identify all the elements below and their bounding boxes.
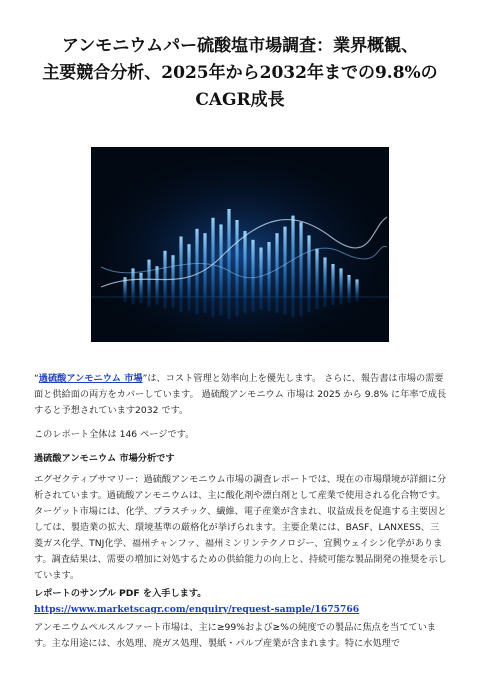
- hero-bar-reflection: [171, 297, 174, 307]
- hero-bar: [315, 249, 318, 297]
- hero-bar-reflection: [203, 297, 206, 313]
- hero-bar-reflection: [163, 297, 166, 309]
- hero-bar-reflection: [131, 297, 134, 304]
- hero-bar-reflection: [227, 297, 230, 319]
- financial-chart-illustration: [91, 147, 389, 342]
- hero-bar-reflection: [219, 297, 222, 315]
- executive-summary: エグゼクティブサマリー：過硫酸アンモニウム市場の調査レポートでは、現在の市場環境が詳細に分析されています。過硫酸アンモニウムは、主に酸化剤や漂白剤として産業で使用される化合物です。ターゲット市場には、化学、プラスチック、繊維、電子産業が含まれ、収益成長を促進する主要因としては、製造業の拡大、環境基準の厳格化が挙げられます。主要企業には、BASF、LANXESS、三菱ガス化学、TNJ化学、福州チャンファ、福州ミンリンテクノロジー、宜興ウェイシン化学があります。調査結果は、需要の増加に対処するための供給能力の向上と、持続可能な製品開発の推奨を示しています。: [34, 474, 447, 581]
- hero-bar: [251, 240, 254, 297]
- hero-bar: [283, 227, 286, 297]
- section-heading: 過硫酸アンモニウム 市場分析です: [34, 453, 175, 464]
- hero-bar: [155, 266, 158, 297]
- page-title: [28, 33, 452, 114]
- hero-bar: [171, 255, 174, 297]
- hero-bar-reflection: [347, 297, 350, 303]
- hero-bar-reflection: [291, 297, 294, 317]
- hero-bar: [139, 273, 142, 297]
- hero-bar: [179, 237, 182, 298]
- hero-bar: [267, 242, 270, 297]
- title-line-3: CAGR成長: [195, 90, 285, 110]
- hero-bar-reflection: [339, 297, 342, 304]
- lead-text: ”は、コスト管理と効率向上を優先します。 さらに、報告書は市場の需要面と供給面の両方をカバーしています。 過硫酸アンモニウム 市場は 2025 から 9.8% に年率で成長すると予想されています2032 です。: [34, 373, 447, 416]
- hero-bar-reflection: [147, 297, 150, 306]
- hero-bar: [147, 260, 150, 297]
- sample-request: [34, 586, 448, 618]
- hero-bar-reflection: [315, 297, 318, 309]
- hero-bar: [307, 235, 310, 297]
- hero-bar-reflection: [275, 297, 278, 313]
- hero-bar: [227, 209, 230, 297]
- hero-bar: [243, 231, 246, 297]
- hero-bar-reflection: [355, 297, 358, 301]
- sample-url-link[interactable]: https://www.marketscagr.com/enquiry/request-sample/1675766: [34, 604, 360, 615]
- hero-bar-reflection: [243, 297, 246, 314]
- hero-bar-reflection: [259, 297, 262, 309]
- market-paragraph: アンモニウムペルスルファート市場は、主に≥99%および≥%の純度での製品に焦点を当てています。主な用途には、水処理、廃ガス処理、製紙・パルプ産業が含まれます。特に水処理で: [34, 622, 436, 649]
- hero-bar: [259, 248, 262, 298]
- hero-bar: [299, 222, 302, 297]
- hero-bar-reflection: [187, 297, 190, 310]
- hero-bar-reflection: [331, 297, 334, 305]
- market-link[interactable]: 過硫酸アンモニウム 市場: [38, 373, 143, 384]
- sample-label: レポートのサンプル PDF を入手します。: [34, 588, 207, 599]
- hero-bar-reflection: [155, 297, 158, 305]
- hero-bar: [219, 224, 222, 297]
- hero-bar: [163, 251, 166, 297]
- hero-bar: [275, 233, 278, 297]
- title-line-1: アンモニウムパー硫酸塩市場調査：業界概観、: [61, 36, 419, 56]
- quote-mark: “: [34, 373, 39, 384]
- hero-bar-reflection: [195, 297, 198, 314]
- hero-bar: [291, 216, 294, 297]
- hero-bar: [187, 244, 190, 297]
- hero-bar-reflection: [251, 297, 254, 311]
- hero-bar: [211, 218, 214, 297]
- hero-bar-reflection: [323, 297, 326, 307]
- hero-bar-reflection: [267, 297, 270, 311]
- hero-image: [91, 147, 389, 342]
- hero-bar-reflection: [235, 297, 238, 316]
- hero-bar-reflection: [211, 297, 214, 317]
- hero-bar-reflection: [307, 297, 310, 312]
- hero-bar-reflection: [123, 297, 126, 302]
- hero-bar: [347, 275, 350, 297]
- hero-bar-reflection: [179, 297, 182, 312]
- hero-bar: [331, 264, 334, 297]
- hero-bar: [339, 268, 342, 297]
- hero-bar: [355, 279, 358, 297]
- page-count-text: このレポート全体は 146 ページです。: [34, 429, 195, 440]
- hero-bar-reflection: [283, 297, 286, 315]
- hero-bar-reflection: [139, 297, 142, 303]
- hero-bar: [195, 229, 198, 297]
- hero-bar: [323, 257, 326, 297]
- hero-bar-reflection: [299, 297, 302, 316]
- hero-bar: [203, 233, 206, 297]
- lead-paragraph: [34, 371, 448, 419]
- hero-bar: [235, 220, 238, 297]
- title-line-2: 主要競合分析、2025年から2032年までの9.8%の: [42, 63, 438, 83]
